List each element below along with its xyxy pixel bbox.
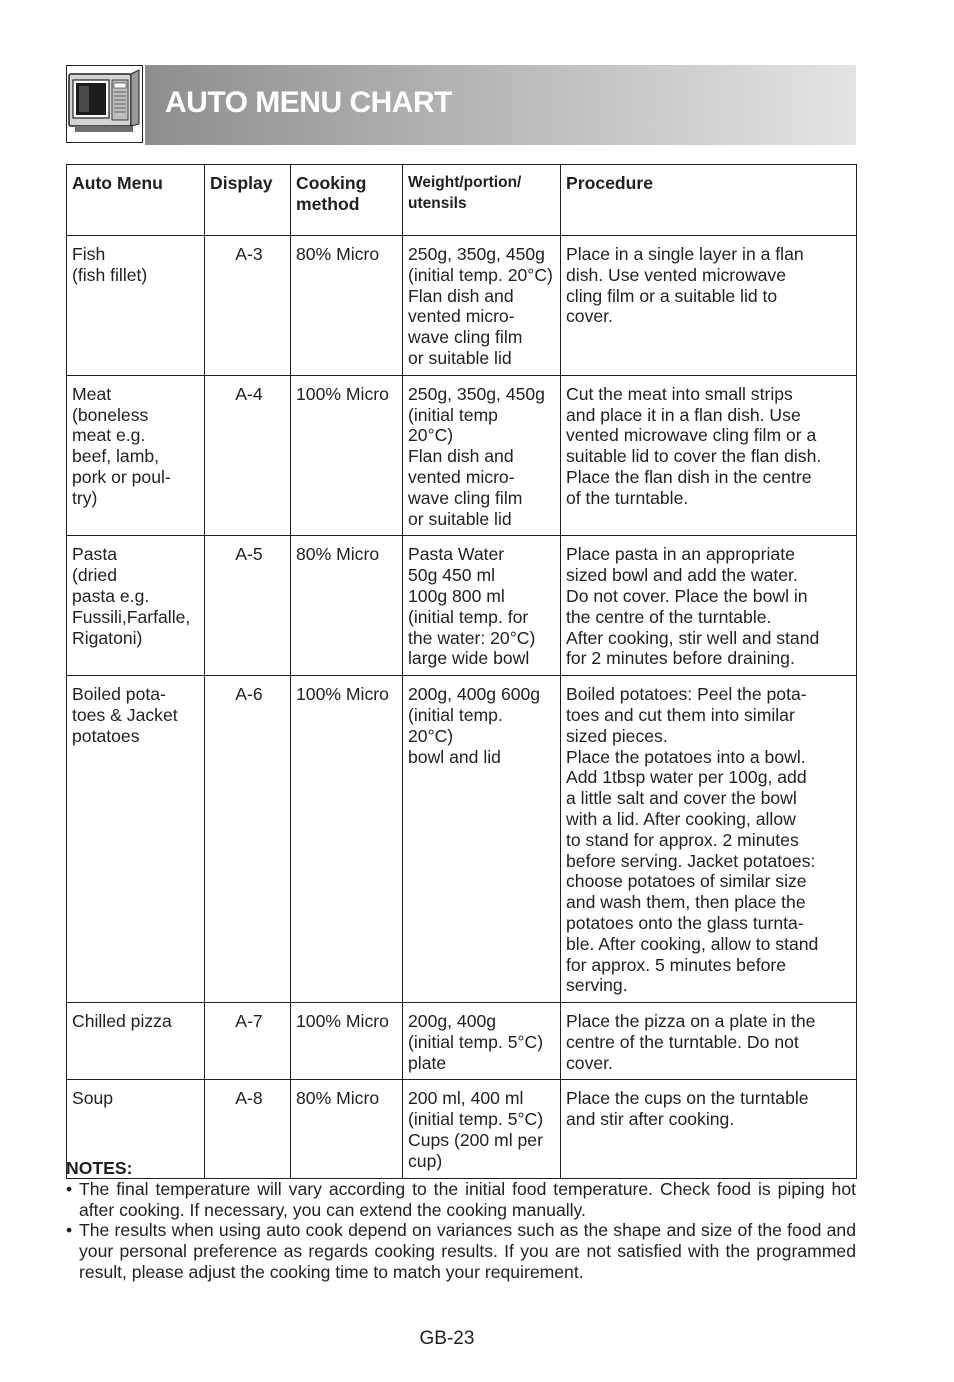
note-text: The results when using auto cook depend on variances such as the shape and size of the food and your personal preference as regards cooking results. If you are not satisfied with the programmed result, please adjust the cooking time to match your requirement. bbox=[79, 1220, 856, 1282]
column-header-procedure: Procedure bbox=[561, 165, 857, 236]
cell-weight: Pasta Water 50g 450 ml 100g 800 ml (initial temp. for the water: 20°C) large wide bowl bbox=[403, 536, 561, 676]
cell-procedure: Place in a single layer in a flan dish. Use vented microwave cling film or a suitable lid to cover. bbox=[561, 236, 857, 376]
cell-menu: Fish (fish fillet) bbox=[67, 236, 205, 376]
note-text: The final temperature will vary according to the initial food temperature. Check food is piping hot after cooking. If necessary, you can extend the cooking manually. bbox=[79, 1178, 856, 1220]
table-row bbox=[67, 676, 857, 1003]
cell-weight: 250g, 350g, 450g (initial temp. 20°C) Flan dish and vented micro- wave cling film or suitable lid bbox=[403, 236, 561, 376]
microwave-icon bbox=[67, 66, 142, 142]
cell-menu: Meat (boneless meat e.g. beef, lamb, pork or poul- try) bbox=[67, 375, 205, 536]
cell-procedure: Place pasta in an appropriate sized bowl and add the water. Do not cover. Place the bowl in the centre of the turntable. After cooking, stir well and stand for 2 minutes before draining. bbox=[561, 536, 857, 676]
cell-display: A-3 bbox=[205, 236, 291, 376]
cell-display: A-8 bbox=[205, 1080, 291, 1178]
cell-menu: Pasta (dried pasta e.g. Fussili,Farfalle, Rigatoni) bbox=[67, 536, 205, 676]
column-header-weight: Weight/portion/ utensils bbox=[403, 165, 561, 236]
cell-menu: Soup bbox=[67, 1080, 205, 1178]
cell-method: 100% Micro bbox=[291, 1003, 403, 1080]
cell-procedure: Boiled potatoes: Peel the pota- toes and cut them into similar sized pieces. Place the potatoes into a bowl. Add 1tbsp water per 100g, add a little salt and cover the bowl with a lid. After cooking, allow to stand for approx. 2 minutes before serving. Jacket potatoes: choose potatoes of similar size and wash them, then place the potatoes onto the glass turnta- ble. After cooking, allow to stand for approx. 5 minutes before serving. bbox=[561, 676, 857, 1003]
notes-heading: NOTES: bbox=[66, 1158, 133, 1178]
page-number: GB-23 bbox=[419, 1328, 475, 1349]
cell-procedure: Cut the meat into small strips and place it in a flan dish. Use vented microwave cling film or a suitable lid to cover the flan dish. Place the flan dish in the centre of the turntable. bbox=[561, 375, 857, 536]
header-banner bbox=[66, 65, 856, 145]
cell-procedure: Place the pizza on a plate in the centre of the turntable. Do not cover. bbox=[561, 1003, 857, 1080]
table-row bbox=[67, 236, 857, 376]
cell-display: A-4 bbox=[205, 375, 291, 536]
auto-menu-table bbox=[66, 164, 857, 1179]
cell-display: A-5 bbox=[205, 536, 291, 676]
cell-method: 80% Micro bbox=[291, 236, 403, 376]
note-item bbox=[66, 1220, 856, 1282]
cell-menu: Boiled pota- toes & Jacket potatoes bbox=[67, 676, 205, 1003]
cell-procedure: Place the cups on the turntable and stir after cooking. bbox=[561, 1080, 857, 1178]
cell-weight: 200g, 400g (initial temp. 5°C) plate bbox=[403, 1003, 561, 1080]
cell-method: 80% Micro bbox=[291, 1080, 403, 1178]
table-header-row bbox=[67, 165, 857, 236]
cell-method: 100% Micro bbox=[291, 676, 403, 1003]
note-item bbox=[66, 1179, 856, 1221]
table-row bbox=[67, 375, 857, 536]
bullet-icon: • bbox=[66, 1220, 73, 1241]
title-bar bbox=[145, 65, 856, 145]
bullet-icon: • bbox=[66, 1178, 73, 1199]
column-header-display: Display bbox=[205, 165, 291, 236]
cell-weight: 250g, 350g, 450g (initial temp 20°C) Flan dish and vented micro- wave cling film or suitable lid bbox=[403, 375, 561, 536]
microwave-icon-box bbox=[66, 65, 143, 143]
cell-display: A-6 bbox=[205, 676, 291, 1003]
cell-method: 100% Micro bbox=[291, 375, 403, 536]
column-header-auto-menu: Auto Menu bbox=[67, 165, 205, 236]
table-row bbox=[67, 1003, 857, 1080]
cell-weight: 200g, 400g 600g (initial temp. 20°C) bowl and lid bbox=[403, 676, 561, 1003]
cell-menu: Chilled pizza bbox=[67, 1003, 205, 1080]
page-title: AUTO MENU CHART bbox=[165, 86, 452, 119]
column-header-cooking-method: Cooking method bbox=[291, 165, 403, 236]
notes-section bbox=[66, 1158, 856, 1283]
table-row bbox=[67, 536, 857, 676]
cell-display: A-7 bbox=[205, 1003, 291, 1080]
cell-weight: 200 ml, 400 ml (initial temp. 5°C) Cups (200 ml per cup) bbox=[403, 1080, 561, 1178]
cell-method: 80% Micro bbox=[291, 536, 403, 676]
